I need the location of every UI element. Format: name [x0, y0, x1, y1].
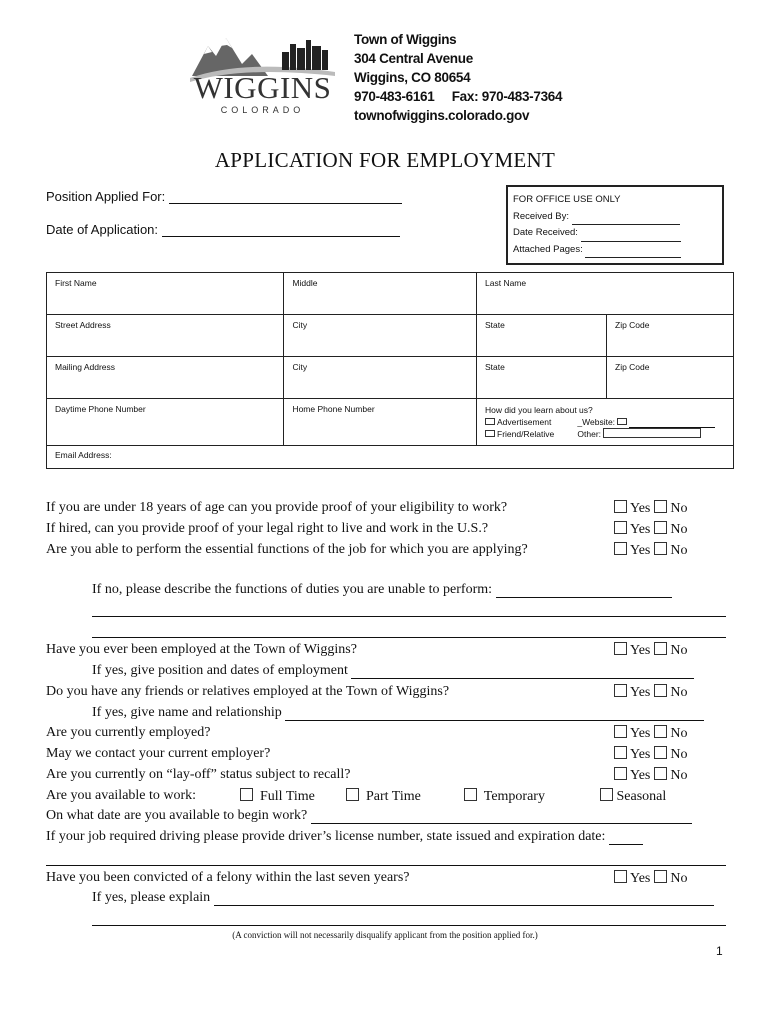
- town-logo: [190, 34, 335, 118]
- yes-no-essential-functions: Yes No: [614, 542, 687, 559]
- employment-followup: If yes, give position and dates of employment: [92, 663, 694, 679]
- address-line-2: Wiggins, CO 80654: [354, 70, 471, 85]
- date-line[interactable]: [162, 224, 400, 237]
- no-checkbox[interactable]: [654, 725, 667, 738]
- yes-checkbox[interactable]: [614, 542, 627, 555]
- attached-pages: Attached Pages:: [513, 242, 722, 259]
- drivers-license-question: If your job required driving please provide driver’s license number, state issued and expiration date:: [46, 829, 643, 845]
- website: townofwiggins.colorado.gov: [354, 108, 530, 123]
- page-title: APPLICATION FOR EMPLOYMENT: [214, 148, 556, 172]
- yes-no-under-18: Yes No: [614, 500, 687, 517]
- address-line-1: 304 Central Avenue: [354, 51, 473, 66]
- yes-no-currently-employed: Yes No: [614, 725, 687, 742]
- no-checkbox[interactable]: [654, 642, 667, 655]
- position-line[interactable]: [169, 191, 402, 204]
- personal-info-grid: [46, 272, 734, 469]
- other-input-box[interactable]: [603, 428, 701, 438]
- question-under-18: If you are under 18 years of age can you provide proof of your eligibility to work?: [46, 500, 508, 515]
- phone-fax: 970-483-6161 Fax: 970-483-7364: [354, 89, 563, 104]
- position-label: Position Applied For:: [46, 189, 166, 204]
- office-title: FOR OFFICE USE ONLY: [513, 194, 621, 205]
- question-friends-relatives: Do you have any friends or relatives employed at the Town of Wiggins?: [46, 684, 450, 699]
- yes-checkbox[interactable]: [614, 767, 627, 780]
- question-contact-employer: May we contact your current employer?: [46, 746, 271, 761]
- start-date-question: On what date are you available to begin work?: [46, 808, 692, 824]
- question-felony: Have you been convicted of a felony within the last seven years?: [46, 870, 410, 885]
- zip-cell[interactable]: Zip Code: [607, 315, 734, 357]
- city-cell[interactable]: City: [284, 315, 477, 357]
- yes-checkbox[interactable]: [614, 642, 627, 655]
- drivers-license-line[interactable]: [609, 832, 643, 845]
- mailing-address-cell[interactable]: Mailing Address: [47, 357, 284, 399]
- daytime-phone-cell[interactable]: Daytime Phone Number: [47, 399, 284, 446]
- mailing-state-cell[interactable]: State: [477, 357, 607, 399]
- learn-about-label: How did you learn about us?: [485, 405, 593, 415]
- relationship-line[interactable]: [285, 708, 704, 721]
- yes-checkbox[interactable]: [614, 684, 627, 697]
- no-checkbox[interactable]: [654, 767, 667, 780]
- employment-line[interactable]: [351, 666, 694, 679]
- yes-checkbox[interactable]: [614, 746, 627, 759]
- email-cell[interactable]: Email Address:: [47, 446, 734, 469]
- yes-checkbox[interactable]: [614, 521, 627, 534]
- question-lay-off: Are you currently on “lay-off” status subject to recall?: [46, 767, 351, 782]
- part-time-option: Part Time: [346, 788, 421, 805]
- yes-no-employed-wiggins: Yes No: [614, 642, 687, 659]
- question-legal-right: If hired, can you provide proof of your legal right to live and work in the U.S.?: [46, 521, 489, 536]
- middle-cell[interactable]: Middle: [284, 273, 477, 315]
- first-name-cell[interactable]: First Name: [47, 273, 284, 315]
- date-field[interactable]: [46, 222, 400, 237]
- felony-explain-line[interactable]: [214, 893, 714, 906]
- state-cell[interactable]: State: [477, 315, 607, 357]
- contact-block: [354, 30, 562, 125]
- temporary-checkbox[interactable]: [464, 788, 477, 801]
- full-time-option: Full Time: [240, 788, 315, 805]
- question-currently-employed: Are you currently employed?: [46, 725, 211, 740]
- yes-no-lay-off: Yes No: [614, 767, 687, 784]
- yes-no-felony: Yes No: [614, 870, 687, 887]
- seasonal-checkbox[interactable]: [600, 788, 613, 801]
- yes-no-contact-employer: Yes No: [614, 746, 687, 763]
- no-checkbox[interactable]: [654, 521, 667, 534]
- felony-explain: If yes, please explain: [92, 890, 714, 906]
- seasonal-option: Seasonal: [600, 788, 666, 805]
- website-line[interactable]: [629, 418, 715, 428]
- office-use-box: [506, 185, 724, 265]
- website-checkbox[interactable]: [617, 418, 627, 425]
- org-name: Town of Wiggins: [354, 32, 457, 47]
- relationship-followup: If yes, give name and relationship: [92, 705, 704, 721]
- functions-followup: If no, please describe the functions of duties you are unable to perform:: [92, 582, 672, 598]
- start-date-line[interactable]: [311, 811, 692, 824]
- temporary-option: Temporary: [464, 788, 545, 805]
- logo-text: WIGGINS: [193, 70, 332, 105]
- yes-checkbox[interactable]: [614, 870, 627, 883]
- date-received: Date Received:: [513, 225, 722, 242]
- yes-checkbox[interactable]: [614, 500, 627, 513]
- learn-about-cell: How did you learn about us? Advertisement _Website: Friend/Relative Other:: [477, 399, 734, 446]
- advertisement-checkbox[interactable]: [485, 418, 495, 425]
- question-essential-functions: Are you able to perform the essential functions of the job for which you are applying?: [46, 542, 528, 557]
- no-checkbox[interactable]: [654, 500, 667, 513]
- received-by: Received By:: [513, 209, 722, 226]
- position-field[interactable]: [46, 189, 402, 204]
- yes-no-friends-relatives: Yes No: [614, 684, 687, 701]
- functions-line[interactable]: [496, 585, 672, 598]
- street-address-cell[interactable]: Street Address: [47, 315, 284, 357]
- yes-checkbox[interactable]: [614, 725, 627, 738]
- mailing-zip-cell[interactable]: Zip Code: [607, 357, 734, 399]
- felony-explain-line-2[interactable]: [92, 925, 726, 926]
- question-employed-wiggins: Have you ever been employed at the Town of Wiggins?: [46, 642, 357, 657]
- question-availability: Are you available to work:: [46, 788, 197, 803]
- page-number: 1: [716, 944, 723, 958]
- no-checkbox[interactable]: [654, 684, 667, 697]
- logo-subtext: COLORADO: [220, 105, 305, 115]
- no-checkbox[interactable]: [654, 542, 667, 555]
- part-time-checkbox[interactable]: [346, 788, 359, 801]
- date-label: Date of Application:: [46, 222, 159, 237]
- friend-relative-checkbox[interactable]: [485, 430, 495, 437]
- last-name-cell[interactable]: Last Name: [477, 273, 734, 315]
- full-time-checkbox[interactable]: [240, 788, 253, 801]
- home-phone-cell[interactable]: Home Phone Number: [284, 399, 477, 446]
- functions-line-2[interactable]: [92, 616, 726, 617]
- drivers-license-line-2[interactable]: [46, 865, 726, 866]
- no-checkbox[interactable]: [654, 746, 667, 759]
- conviction-note: (A conviction will not necessarily disqualify applicant from the position applied for.): [232, 930, 538, 940]
- mailing-city-cell[interactable]: City: [284, 357, 477, 399]
- no-checkbox[interactable]: [654, 870, 667, 883]
- functions-line-3[interactable]: [92, 637, 726, 638]
- yes-no-legal-right: Yes No: [614, 521, 687, 538]
